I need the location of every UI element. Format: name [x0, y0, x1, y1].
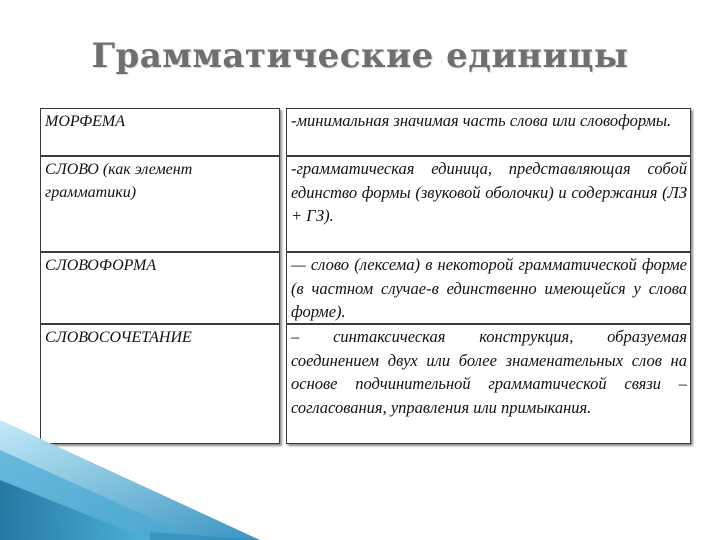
definition-phrase: – синтаксическая конструкция, образуемая соединением двух или более знаменательных слов на основе подчинительной грамматической связи – согласования, управления или примыкания.	[291, 327, 687, 417]
definition-cell-wordform	[286, 252, 691, 324]
term-cell-morpheme	[40, 108, 280, 156]
definition-cell-phrase	[286, 324, 691, 444]
term-morpheme: МОРФЕМА	[45, 113, 125, 130]
term-cell-phrase	[40, 324, 280, 444]
term-cell-word	[40, 156, 280, 252]
definition-wordform: — слово (лексема) в некоторой грамматической форме (в частном случае-в единственно имеющейся у слова форме).	[291, 255, 687, 322]
term-phrase: СЛОВОСОЧЕТАНИЕ	[45, 329, 192, 346]
definition-morpheme: -минимальная значимая часть слова или словоформы.	[291, 111, 672, 130]
definition-cell-word	[286, 156, 691, 252]
term-cell-wordform	[40, 252, 280, 324]
definition-word: -грамматическая единица, представляющая собой единство формы (звуковой оболочки) и содержания (ЛЗ + ГЗ).	[291, 159, 687, 226]
slide-title: Грамматические единицы	[91, 36, 629, 76]
definition-cell-morpheme	[286, 108, 691, 156]
term-word: СЛОВО (как элемент грамматики)	[45, 161, 193, 201]
term-wordform: СЛОВОФОРМА	[45, 257, 157, 274]
